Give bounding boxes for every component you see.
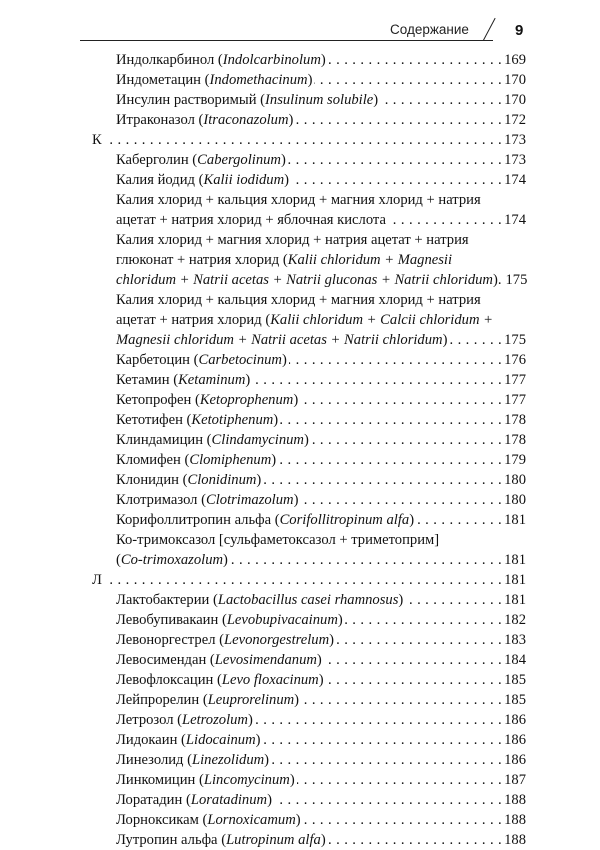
entry-text: Лактобактерии (Lactobacillus casei rhamnosus) (116, 592, 404, 608)
entry-name: ацетат + натрия хлорид + яблочная кислота (116, 212, 386, 228)
page-ref: 178 (504, 432, 526, 448)
entry-name: ацетат + натрия хлорид ( (116, 312, 271, 328)
page-ref: 173 (504, 132, 526, 148)
entry-text: Кломифен (Clomiphenum) (116, 452, 277, 468)
entry-latin: Levo floxacinum (221, 672, 319, 688)
page-ref: 173 (504, 152, 526, 168)
entry-name: Карбетоцин (116, 352, 190, 368)
toc-line (116, 70, 526, 90)
entry-text: Кетопрофен (Ketoprophenum) (116, 392, 299, 408)
entry-latin: Insulinum solubile (265, 92, 374, 108)
entry-name: Корифоллитропин альфа (116, 512, 272, 528)
toc-entry[interactable] (116, 370, 526, 390)
entry-text: Лоратадин (Loratadinum) (116, 792, 272, 808)
dot-leader (280, 410, 502, 430)
entry-text (92, 570, 102, 590)
entry-latin: Cabergolinum (197, 152, 281, 168)
page-ref: 180 (504, 492, 526, 508)
entry-text: Карбетоцин (Carbetocinum) (116, 352, 287, 368)
entry-name: Клонидин (116, 472, 179, 488)
entry-text: Лорноксикам (Lornoxicamum) (116, 812, 301, 828)
dot-leader (263, 730, 503, 750)
entry-name: Левосимендан (116, 652, 207, 668)
entry-name: Кетотифен (116, 412, 183, 428)
page-ref: 185 (504, 672, 526, 688)
entry-latin: Clindamycinum (211, 432, 304, 448)
entry-latin: Carbetocinum (198, 352, 282, 368)
page-ref: 187 (504, 772, 526, 788)
toc-section-letter[interactable] (92, 570, 526, 590)
toc-entry[interactable] (116, 750, 526, 770)
toc-line (116, 210, 526, 230)
toc-line (116, 730, 526, 750)
dot-leader (255, 710, 502, 730)
entry-name: глюконат + натрия хлорид ( (116, 252, 288, 268)
dot-leader (449, 330, 502, 350)
entry-text: Левофлоксацин (Levo floxacinum) (116, 672, 324, 688)
toc-line (116, 670, 526, 690)
entry-text (116, 210, 386, 230)
entry-name: ( (116, 552, 121, 568)
dot-leader (336, 630, 502, 650)
entry-name: Ко-тримоксазол [сульфаметоксазол + триметоприм] (116, 532, 440, 548)
entry-latin: Loratadinum (190, 792, 268, 808)
page-ref: 170 (504, 92, 526, 108)
entry-name: Лактобактерии (116, 592, 210, 608)
toc-line (116, 470, 526, 490)
toc-line (116, 650, 526, 670)
toc-line (116, 510, 526, 530)
toc-entry[interactable] (116, 690, 526, 710)
page-ref: 170 (504, 72, 526, 88)
toc-entry[interactable] (116, 590, 526, 610)
entry-name: Левобупивакаин (116, 612, 219, 628)
page-ref: 181 (504, 552, 526, 568)
entry-latin: Lidocainum (185, 732, 256, 748)
entry-latin: Levosimendanum (214, 652, 317, 668)
entry-tail: ) (223, 552, 228, 568)
dot-leader (311, 430, 502, 450)
entry-text: Корифоллитропин альфа (Corifollitropinum alfa) (116, 512, 415, 528)
toc-entry[interactable] (116, 350, 526, 370)
entry-name: Калия хлорид + кальция хлорид + магния хлорид + натрия (116, 192, 481, 208)
dot-leader (416, 510, 502, 530)
page-ref: 181 (504, 512, 526, 528)
entry-text (116, 550, 228, 570)
entry-name: Лутропин альфа (116, 832, 218, 848)
entry-name: Итраконазол (116, 112, 195, 128)
page-ref: 181 (504, 572, 526, 588)
toc-entry[interactable] (116, 450, 526, 470)
entry-latin: Lincomycinum (203, 772, 290, 788)
toc-entry[interactable] (116, 410, 526, 430)
dot-leader (274, 790, 502, 810)
toc-entry[interactable] (116, 730, 526, 750)
toc-entry[interactable] (116, 470, 526, 490)
entry-text: Калия йодид (Kalii iodidum) (116, 172, 290, 188)
entry-name: Лорноксикам (116, 812, 199, 828)
entry-name: Индометацин (116, 72, 201, 88)
entry-name: Линкомицин (116, 772, 196, 788)
entry-name: Кетопрофен (116, 392, 192, 408)
entry-latin: Kalii chloridum + Magnesii (287, 252, 453, 268)
entry-latin: Lutropinum alfa (226, 832, 321, 848)
toc-entry[interactable] (116, 430, 526, 450)
entry-text (92, 130, 102, 150)
entry-latin: Indomethacinum (209, 72, 308, 88)
toc-line (116, 830, 526, 850)
entry-name: Лидокаин (116, 732, 178, 748)
dot-leader (252, 370, 502, 390)
entry-text: Левоноргестрел (Levonorgestrelum) (116, 632, 335, 648)
page-ref: 180 (504, 472, 526, 488)
section-letter: К (92, 132, 102, 148)
toc-entry[interactable] (116, 830, 526, 850)
dot-leader (301, 690, 502, 710)
dot-leader (300, 490, 502, 510)
page-ref: 179 (504, 452, 526, 468)
toc-line (116, 170, 526, 190)
toc-line (92, 130, 526, 150)
toc-line (116, 450, 526, 470)
entry-text: Кетотифен (Ketotiphenum) (116, 412, 279, 428)
page-ref: 178 (504, 412, 526, 428)
entry-name: Клиндамицин (116, 432, 204, 448)
toc-entry[interactable] (116, 70, 526, 90)
entry-text: Лидокаин (Lidocainum) (116, 732, 261, 748)
entry-name: Кетамин (116, 372, 170, 388)
toc-entry[interactable] (116, 110, 526, 130)
entry-latin: Lactobacillus casei rhamnosus (217, 592, 399, 608)
entry-text: Каберголин (Cabergolinum) (116, 152, 286, 168)
entry-text: Линезолид (Linezolidum) (116, 752, 270, 768)
entry-latin: Lornoxicamum (207, 812, 296, 828)
toc-entry[interactable] (116, 90, 526, 110)
entry-name: Линезолид (116, 752, 184, 768)
dot-leader (345, 610, 502, 630)
toc-line (116, 90, 526, 110)
entry-name: Каберголин (116, 152, 189, 168)
page-ref: 183 (504, 632, 526, 648)
dot-leader (291, 170, 502, 190)
toc-line (116, 490, 526, 510)
toc-line (116, 770, 526, 790)
dot-leader (324, 650, 502, 670)
entry-text: Клонидин (Clonidinum) (116, 472, 262, 488)
entry-text: Лейпрорелин (Leuprorelinum) (116, 692, 300, 708)
page-ref: 182 (504, 612, 526, 628)
entry-latin: Leuprorelinum (207, 692, 295, 708)
entry-latin: chloridum + Natrii acetas + Natrii gluconas + Natrii chloridum (116, 272, 493, 288)
toc-line (116, 430, 526, 450)
page-ref: 169 (504, 52, 526, 68)
toc-line (116, 150, 526, 170)
toc-entry[interactable] (116, 170, 526, 190)
entry-text: Летрозол (Letrozolum) (116, 712, 253, 728)
toc-line (116, 330, 526, 350)
page-ref: 186 (504, 752, 526, 768)
toc-entry[interactable] (116, 530, 526, 570)
entry-tail: ). (492, 272, 502, 288)
dot-leader (300, 390, 502, 410)
dot-leader (263, 470, 502, 490)
page-ref: 181 (504, 592, 526, 608)
entry-text: Линкомицин (Lincomycinum) (116, 772, 295, 788)
toc-line (116, 550, 526, 570)
entry-latin: Clonidinum (187, 472, 257, 488)
page-ref: 174 (504, 212, 526, 228)
toc-entry[interactable] (116, 650, 526, 670)
entry-latin: Ketotiphenum (191, 412, 274, 428)
toc-line (116, 390, 526, 410)
entry-latin: Co-trimoxazolum (120, 552, 224, 568)
page-ref: 172 (504, 112, 526, 128)
toc-line (116, 310, 526, 330)
dot-leader (328, 50, 502, 70)
entry-tail: ) (442, 332, 448, 348)
entry-latin: Ketaminum (178, 372, 246, 388)
toc-line (116, 810, 526, 830)
dot-leader (104, 130, 502, 150)
dot-leader (326, 670, 503, 690)
toc-line (116, 230, 526, 250)
dot-leader (303, 810, 503, 830)
toc-line (116, 610, 526, 630)
dot-leader (295, 110, 502, 130)
toc-entry[interactable] (116, 810, 526, 830)
entry-latin: Indolcarbinolum (222, 52, 321, 68)
page-ref: 177 (504, 372, 526, 388)
page-ref: 185 (504, 692, 526, 708)
toc-line (116, 110, 526, 130)
toc-entry[interactable] (116, 790, 526, 810)
toc-line (116, 710, 526, 730)
toc-entry[interactable] (116, 510, 526, 530)
dot-leader (230, 550, 502, 570)
entry-latin: Magnesii chloridum + Natrii acetas + Natrii chloridum (116, 332, 443, 348)
entry-name: Калия хлорид + магния хлорид + натрия ацетат + натрия (116, 232, 469, 248)
toc-line (116, 50, 526, 70)
toc-line (116, 370, 526, 390)
toc-line (116, 270, 526, 290)
toc-line (116, 290, 526, 310)
toc-line (116, 530, 526, 550)
page-ref: 188 (504, 812, 526, 828)
entry-latin: Linezolidum (192, 752, 265, 768)
toc-line (116, 410, 526, 430)
entry-latin: Kalii iodidum (203, 172, 285, 188)
toc-entry[interactable] (116, 230, 526, 290)
page-number: 9 (515, 22, 524, 39)
running-title: Содержание (390, 22, 469, 37)
page-ref: 184 (504, 652, 526, 668)
entry-text: Индолкарбинол (Indolcarbinolum) (116, 52, 326, 68)
entry-text (116, 270, 501, 290)
entry-name: Левофлоксацин (116, 672, 214, 688)
entry-latin: Letrozolum (182, 712, 248, 728)
entry-text: Лутропин альфа (Lutropinum alfa) (116, 832, 326, 848)
entry-name: Инсулин растворимый (116, 92, 257, 108)
page-ref: 188 (504, 832, 526, 848)
toc-entry[interactable] (116, 630, 526, 650)
entry-name: Лоратадин (116, 792, 183, 808)
entry-name: Кломифен (116, 452, 181, 468)
toc-entry[interactable] (116, 390, 526, 410)
entry-latin: Levobupivacainum (226, 612, 338, 628)
entry-text (116, 330, 447, 350)
page-ref: 177 (504, 392, 526, 408)
entry-name: Летрозол (116, 712, 174, 728)
entry-latin: Ketoprophenum (199, 392, 294, 408)
entry-text: Инсулин растворимый (Insulinum solubile) (116, 92, 379, 108)
entry-text: Левобупивакаин (Levobupivacainum) (116, 612, 343, 628)
dot-leader (278, 450, 502, 470)
dot-leader (289, 350, 502, 370)
page-ref: 175 (504, 332, 526, 348)
entry-name: Клотримазол (116, 492, 198, 508)
entry-latin: Clomiphenum (189, 452, 272, 468)
header-rule (80, 40, 493, 41)
entry-name: Левоноргестрел (116, 632, 216, 648)
dot-leader (271, 750, 502, 770)
entry-text: Клотримазол (Clotrimazolum) (116, 492, 299, 508)
page-ref: 174 (504, 172, 526, 188)
toc-line (116, 350, 526, 370)
entry-latin: Kalii chloridum + Calcii chloridum + (270, 312, 493, 328)
dot-leader (314, 70, 502, 90)
page-ref: 186 (504, 712, 526, 728)
entry-name: Индолкарбинол (116, 52, 215, 68)
entry-text: Клиндамицин (Clindamycinum) (116, 432, 309, 448)
dot-leader (380, 90, 502, 110)
entry-name: Калия хлорид + кальция хлорид + магния хлорид + натрия (116, 292, 481, 308)
header-rule-slant (483, 18, 496, 41)
toc-line (116, 590, 526, 610)
page-ref: 176 (504, 352, 526, 368)
toc-line (116, 790, 526, 810)
entry-text: Кетамин (Ketaminum) (116, 372, 251, 388)
entry-latin: Clotrimazolum (205, 492, 294, 508)
toc-entry[interactable] (116, 50, 526, 70)
toc-entry[interactable] (116, 150, 526, 170)
dot-leader (297, 770, 502, 790)
toc-line (116, 190, 526, 210)
entry-text: Индометацин (Indomethacinum) (116, 72, 313, 88)
toc-line (92, 570, 526, 590)
toc-entry[interactable] (116, 190, 526, 230)
toc-entry[interactable] (116, 610, 526, 630)
entry-latin: Itraconazolum (203, 112, 289, 128)
dot-leader (104, 570, 502, 590)
entry-latin: Corifollitropinum alfa (279, 512, 410, 528)
toc-entry[interactable] (116, 670, 526, 690)
toc-entry[interactable] (116, 490, 526, 510)
entry-text: Левосимендан (Levosimendanum) (116, 652, 322, 668)
dot-leader (405, 590, 502, 610)
entry-name: Лейпрорелин (116, 692, 200, 708)
page-ref: 175 (505, 272, 528, 288)
toc-entry[interactable] (116, 710, 526, 730)
dot-leader (388, 210, 502, 230)
dot-leader (288, 150, 502, 170)
toc-line (116, 630, 526, 650)
toc-entry[interactable] (116, 290, 526, 350)
entry-latin: Levonorgestrelum (224, 632, 330, 648)
entry-name: Калия йодид (116, 172, 195, 188)
page-ref: 188 (504, 792, 526, 808)
toc-line (116, 250, 526, 270)
toc-section-letter[interactable] (92, 130, 526, 150)
toc-entry[interactable] (116, 770, 526, 790)
dot-leader (328, 830, 502, 850)
page-ref: 186 (504, 732, 526, 748)
toc-line (116, 750, 526, 770)
entry-text: Итраконазол (Itraconazolum) (116, 112, 294, 128)
toc-line (116, 690, 526, 710)
section-letter: Л (92, 572, 102, 588)
